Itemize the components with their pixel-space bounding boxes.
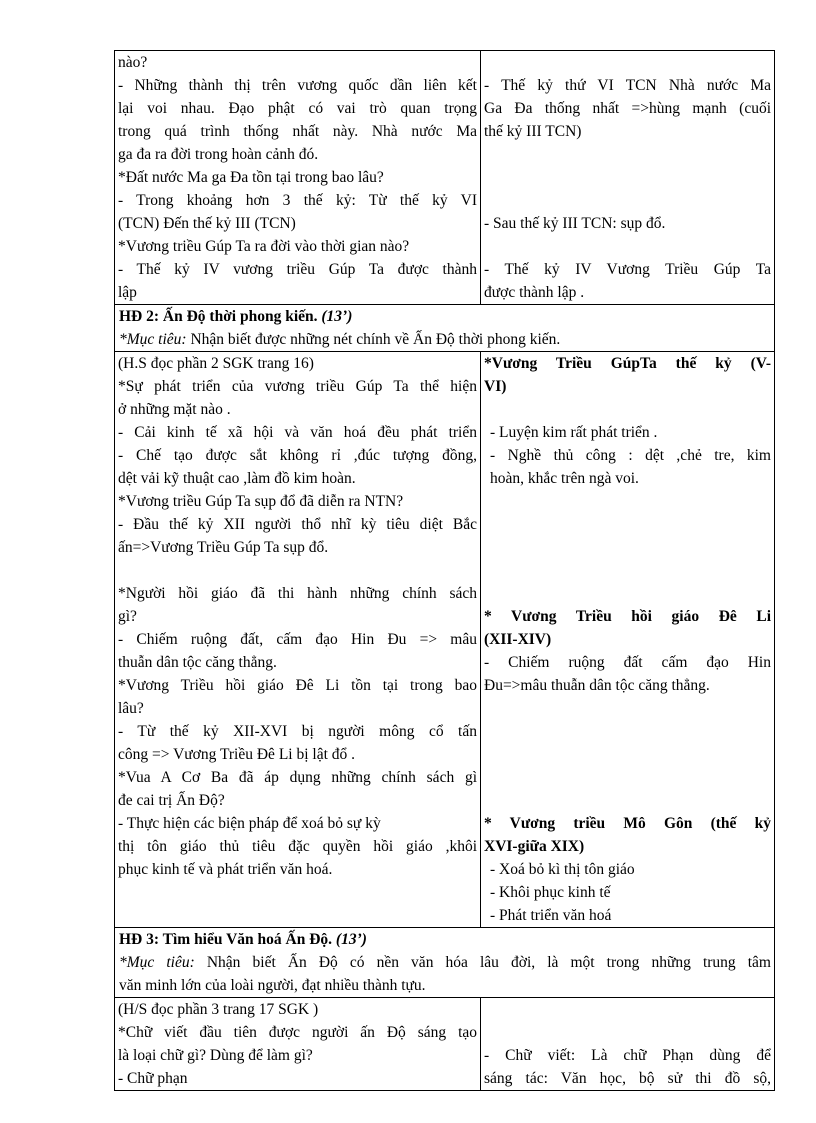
text-line: - Chiếm ruộng đất cấm đạo Hin [484, 654, 771, 671]
dynasty-heading: (XII-XIV) [484, 631, 552, 648]
section-title: HĐ 3: Tìm hiểu Văn hoá Ấn Độ. (13’) [119, 931, 367, 948]
text-line: - Chữ viết: Là chữ Phạn dùng để [484, 1047, 771, 1064]
text-line: *Chữ viết đầu tiên được người ấn Độ sáng tạo [118, 1024, 477, 1041]
text-line: *Sự phát triển của vương triều Gúp Ta thể hiện [118, 378, 477, 395]
table-row [115, 998, 775, 1091]
section-header-hd3 [115, 928, 775, 998]
goal-label: *Mục tiêu: [119, 954, 195, 971]
section-title: HĐ 2: Ấn Độ thời phong kiến. (13’) [119, 308, 353, 325]
text-line: - Luyện kim rất phát triển . [490, 424, 658, 441]
text-line: - Nghề thủ công : dệt ,chẻ tre, kim [490, 447, 771, 464]
text-line: - Thế kỷ IV Vương Triều Gúp Ta [484, 261, 771, 278]
text-line: *Vương triều Gúp Ta sụp đổ đã diễn ra NTN? [118, 493, 404, 510]
goal-text: Nhận biết được những nét chính về Ấn Độ thời phong kiến. [186, 331, 561, 348]
text-line: trong quá trình thống nhất này. Nhà nước Ma [118, 123, 477, 140]
lesson-table [114, 50, 775, 1091]
dynasty-heading: * Vương triều Mô Gôn (thế kỷ [484, 815, 771, 832]
text-line: - Đầu thế kỷ XII người thổ nhĩ kỳ tiêu diệt Bắc [118, 516, 477, 533]
text-line: - Trong khoảng hơn 3 thế kỷ: Từ thế kỷ VI [118, 192, 477, 209]
text-line: - Từ thế kỷ XII-XVI bị người mông cổ tấn [118, 723, 477, 740]
text-line: sáng tác: Văn học, bộ sử thi đồ sộ, [484, 1070, 771, 1087]
dynasty-heading: *Vương Triều GúpTa thế kỷ (V- [484, 355, 771, 372]
dynasty-heading: * Vương Triều hồi giáo Đê Li [484, 608, 771, 625]
text-line: *Vua A Cơ Ba đã áp dụng những chính sách gì [118, 769, 477, 786]
text-line: thế kỷ III TCN) [484, 123, 582, 140]
dynasty-heading: XVI-giữa XIX) [484, 838, 585, 855]
text-line: ga đa ra đời trong hoàn cảnh đó. [118, 146, 319, 163]
content-cell [481, 998, 775, 1091]
text-line: Đu=>mâu thuẫn dân tộc căng thẳng. [484, 677, 710, 694]
text-line: thuẫn dân tộc căng thẳng. [118, 654, 277, 671]
teacher-student-cell [115, 51, 481, 305]
text-line: Ga Đa thống nhất =>hùng mạnh (cuối [484, 100, 771, 117]
text-line: *Đất nước Ma ga Đa tồn tại trong bao lâu? [118, 169, 384, 186]
text-line: lại voi nhau. Đạo phật có vai trò quan trọng [118, 100, 477, 117]
text-line: được thành lập . [484, 284, 585, 301]
text-line: - Thế kỷ thứ VI TCN Nhà nước Ma [484, 77, 771, 94]
content-cell [481, 352, 775, 928]
text-line: (H/S đọc phần 3 trang 17 SGK ) [118, 1001, 319, 1018]
text-line: - Những thành thị trên vương quốc dần liên kết [118, 77, 477, 94]
goal-text-continued: văn minh lớn của loài người, đạt nhiều thành tựu. [119, 977, 426, 994]
text-line: (H.S đọc phần 2 SGK trang 16) [118, 355, 314, 372]
text-line: ở những mặt nào . [118, 401, 231, 418]
text-line: *Vương Triều hồi giáo Đê Li tồn tại trong bao [118, 677, 477, 694]
text-line: đe cai trị Ấn Độ? [118, 792, 225, 809]
text-line: *Người hồi giáo đã thi hành những chính sách [118, 585, 477, 602]
text-line: ấn=>Vương Triều Gúp Ta sụp đổ. [118, 539, 329, 556]
text-line: - Chữ phạn [118, 1070, 188, 1087]
text-line: phục kinh tế và phát triển văn hoá. [118, 861, 333, 878]
table-row [115, 352, 775, 928]
text-line: lập [118, 284, 137, 301]
text-line: lâu? [118, 700, 144, 717]
text-line: - Xoá bỏ kì thị tôn giáo [490, 861, 635, 878]
goal-label: *Mục tiêu: [119, 331, 187, 348]
content-cell [481, 51, 775, 305]
text-line: - Khôi phục kinh tế [490, 884, 611, 901]
text-line: - Phát triển văn hoá [490, 907, 612, 924]
text-line: *Vương triều Gúp Ta ra đời vào thời gian nào? [118, 238, 410, 255]
table-row [115, 51, 775, 305]
text-line: thị tôn giáo thủ tiêu đặc quyền hồi giáo ,khôi [118, 838, 477, 855]
text-line: nào? [118, 54, 148, 71]
text-line: - Thế kỷ IV vương triều Gúp Ta được thành [118, 261, 477, 278]
teacher-student-cell [115, 998, 481, 1091]
text-line: là loại chữ gì? Dùng để làm gì? [118, 1047, 313, 1064]
goal-text: Nhận biết Ấn Độ có nền văn hóa lâu đời, là một trong những trung tâm [194, 954, 771, 971]
text-line: - Chiếm ruộng đất, cấm đạo Hin Đu => mâu [118, 631, 477, 648]
table-row [115, 928, 775, 998]
teacher-student-cell [115, 352, 481, 928]
text-line: - Chế tạo được sắt không rỉ ,đúc tượng đồng, [118, 447, 477, 464]
text-line: gì? [118, 608, 137, 625]
dynasty-heading: VI) [484, 378, 507, 395]
table-row [115, 305, 775, 352]
text-line: - Cải kinh tế xã hội và văn hoá đều phát triển [118, 424, 477, 441]
text-line: hoàn, khắc trên ngà voi. [490, 470, 639, 487]
text-line: dệt vải kỹ thuật cao ,làm đồ kim hoàn. [118, 470, 356, 487]
text-line: (TCN) Đến thế kỷ III (TCN) [118, 215, 296, 232]
text-line: - Thực hiện các biện pháp để xoá bỏ sự kỳ [118, 815, 381, 832]
text-line: - Sau thế kỷ III TCN: sụp đổ. [484, 215, 666, 232]
section-header-hd2 [115, 305, 775, 352]
text-line: công => Vương Triều Đê Li bị lật đổ . [118, 746, 356, 763]
